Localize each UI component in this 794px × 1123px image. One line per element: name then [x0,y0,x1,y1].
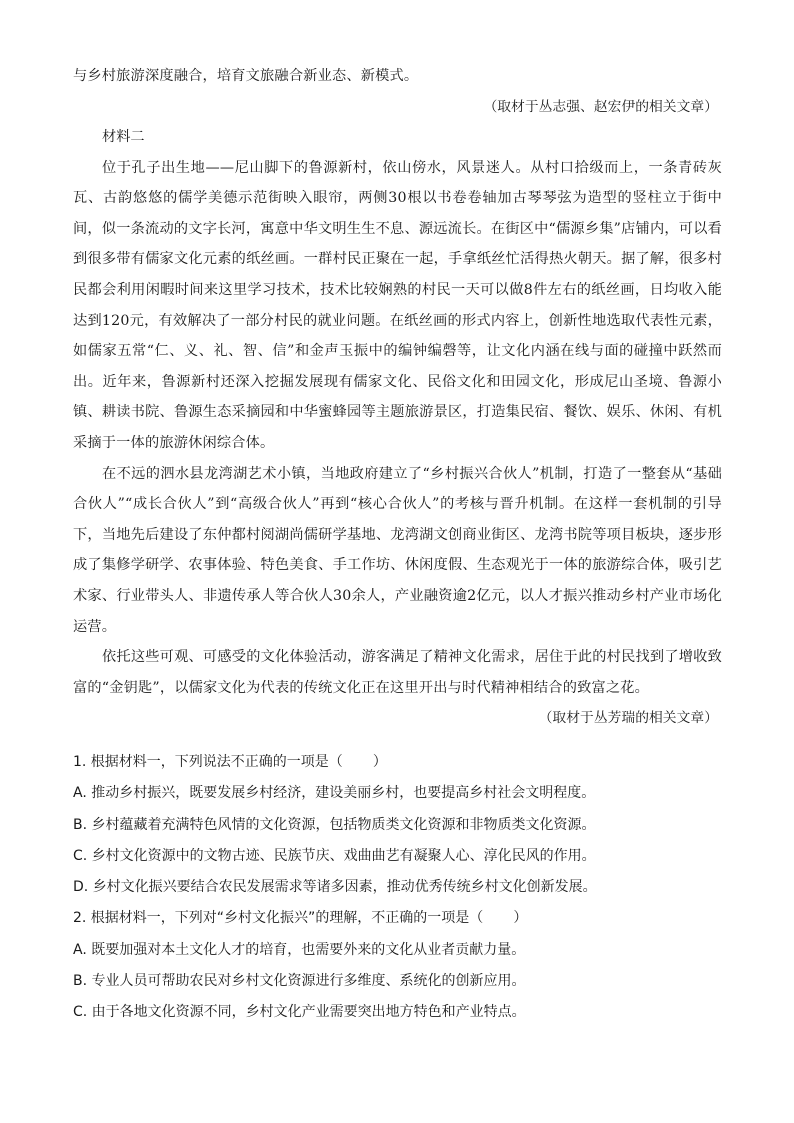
question-2-option-b: B. 专业人员可帮助农民对乡村文化资源进行多维度、系统化的创新应用。 [73,973,526,990]
material2-paragraph-2: 在不远的泗水县龙湾湖艺术小镇，当地政府建立了“乡村振兴合伙人”机制，打造了一整套从“基础合伙人”“成长合伙人”到“高级合伙人”再到“核心合伙人”的考核与晋升机制。在这样一套机制的引导下，当地先后建设了东仲都村阅湖尚儒研学基地、龙湾湖文创商业街区、龙湾书院等项目板块，逐步形成了集修学研学、农事体验、特色美食、手工作坊、休闲度假、生态观光于一体的旅游综合体，吸引艺术家、行业带头人、非遗传承人等合伙人30余人，产业融资逾2亿元，以人才振兴推动乡村产业市场化运营。 [73,465,722,635]
question-1-option-d: D. 乡村文化振兴要结合农民发展需求等诸多因素，推动优秀传统乡村文化创新发展。 [73,879,597,896]
question-1-option-c: C. 乡村文化资源中的文物古迹、民族节庆、戏曲曲艺有凝聚人心、淳化民风的作用。 [73,847,596,864]
material2 [73,122,722,734]
question-2-option-c: C. 由于各地文化资源不同，乡村文化产业需要突出地方特色和产业特点。 [73,1004,526,1021]
material1-source: （取材于丛志强、赵宏伊的相关文章） [483,98,718,115]
question-list [73,747,725,1029]
material1-tail [73,61,722,122]
material2-heading: 材料二 [102,129,145,145]
material2-paragraph-3: 依托这些可观、可感受的文化体验活动，游客满足了精神文化需求，居住于此的村民找到了增收致富的“金钥匙”，以儒家文化为代表的传统文化正在这里开出与时代精神相结合的致富之花。 [73,649,722,696]
material2-source: （取材于丛芳瑞的相关文章） [538,710,718,727]
question-2-option-a: A. 既要加强对本土文化人才的培育，也需要外来的文化从业者贡献力量。 [73,941,526,958]
material1-last-line: 与乡村旅游深度融合，培育文旅融合新业态、新模式。 [73,68,419,84]
question-1-option-b: B. 乡村蕴藏着充满特色风情的文化资源，包括物质类文化资源和非物质类文化资源。 [73,816,596,833]
material2-paragraph-1: 位于孔子出生地——尼山脚下的鲁源新村，依山傍水，风景迷人。从村口拾级而上，一条青砖灰瓦、古韵悠悠的儒学美德示范街映入眼帘，两侧30根以书卷卷轴加古琴琴弦为造型的竖柱立于街中间，似一条流动的文字长河，寓意中华文明生生不息、源远流长。在街区中“儒源乡集”店铺内，可以看到很多带有儒家文化元素的纸丝画。一群村民正聚在一起，手拿纸丝忙活得热火朝天。据了解，很多村民都会利用闲暇时间来这里学习技术，技术比较娴熟的村民一天可以做8件左右的纸丝画，日均收入能达到120元，有效解决了一部分村民的就业问题。在纸丝画的形式内容上，创新性地选取代表性元素，如儒家五常“仁、义、礼、智、信”和金声玉振中的编钟编磬等，让文化内涵在线与面的碰撞中跃然而出。近年来，鲁源新村还深入挖掘发展现有儒家文化、民俗文化和田园文化，形成尼山圣境、鲁源小镇、耕读书院、鲁源生态采摘园和中华蜜蜂园等主题旅游景区，打造集民宿、餐饮、娱乐、休闲、有机采摘于一体的旅游休闲综合体。 [73,159,722,451]
question-1-stem: 1. 根据材料一，下列说法不正确的一项是（ ） [73,754,387,770]
question-1-option-a: A. 推动乡村振兴，既要发展乡村经济，建设美丽乡村，也要提高乡村社会文明程度。 [73,785,596,802]
question-2-stem: 2. 根据材料一，下列对“乡村文化振兴”的理解，不正确的一项是（ ） [73,910,528,927]
